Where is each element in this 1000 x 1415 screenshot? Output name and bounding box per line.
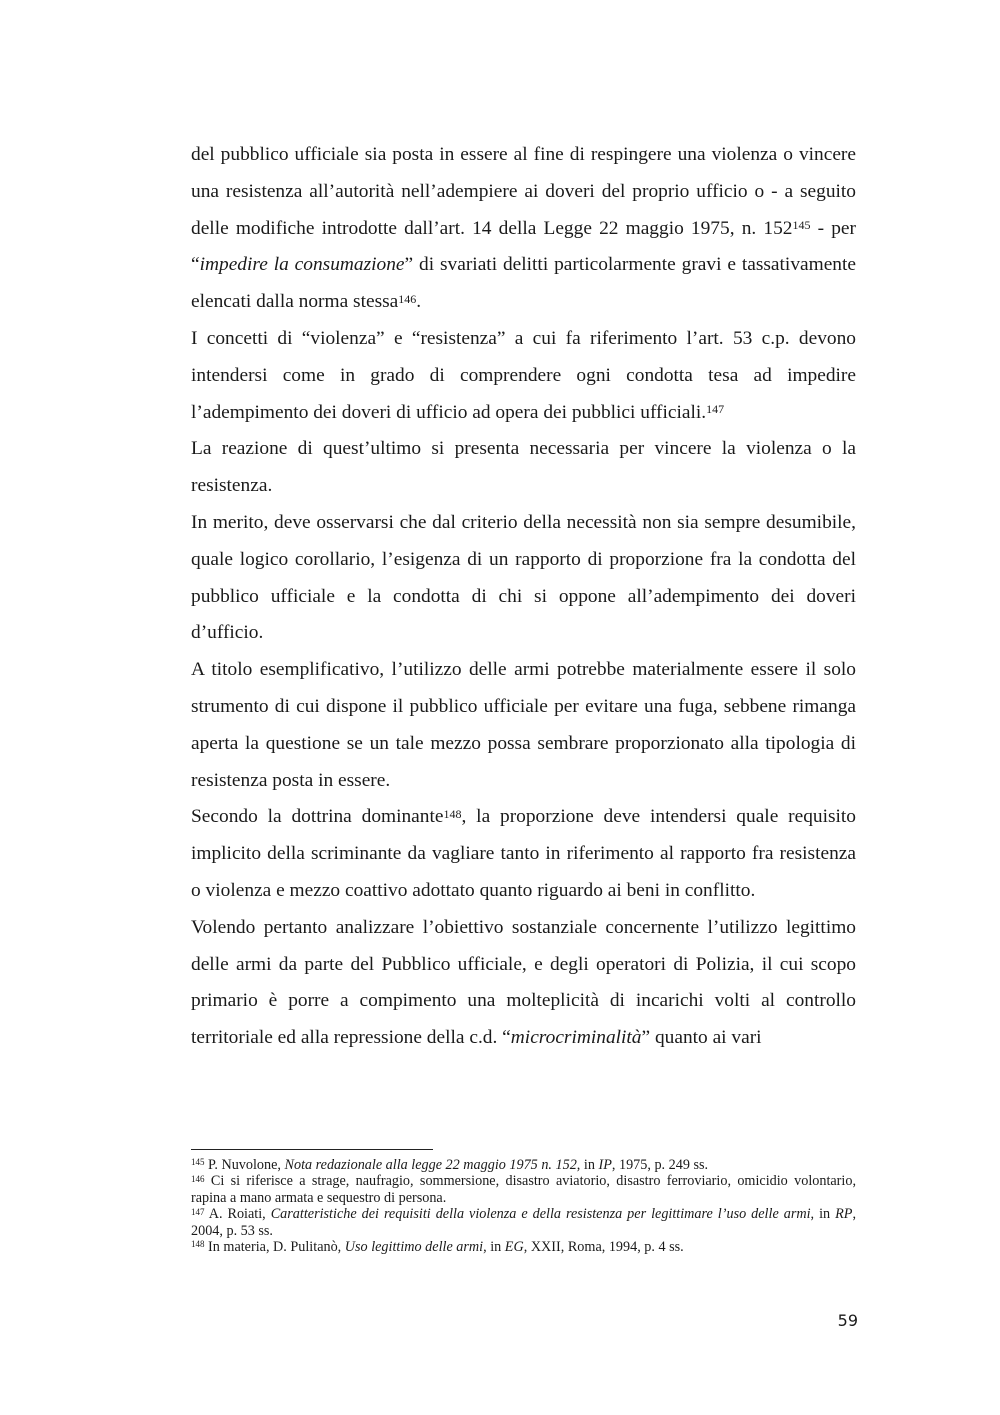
paragraph: A titolo esemplificativo, l’utilizzo delle armi potrebbe materialmente essere il solo strumento di cui dispone il pubblico ufficiale per evitare una fuga, sebbene rimanga aperta la questione se un tale mezzo possa sembrare proporzionato alla tipologia di resistenza posta in essere. <box>191 659 856 791</box>
footnote-number: 148 <box>191 1239 205 1250</box>
paragraph <box>191 799 856 909</box>
text-run: Ci si riferisce a strage, naufragio, sommersione, disastro aviatorio, disastro ferroviario, omicidio volontario, rapina a mano armata e sequestro di persona. <box>191 1173 856 1206</box>
body-text <box>191 137 856 1057</box>
text-run: Secondo la dottrina dominante <box>191 806 444 828</box>
text-run: , in <box>483 1239 505 1256</box>
footnote-ref[interactable]: 145 <box>792 218 811 233</box>
footnote <box>191 1157 856 1173</box>
italic-text: IP <box>598 1157 612 1173</box>
paragraph <box>191 321 856 431</box>
italic-text: Uso legittimo delle armi <box>344 1239 484 1256</box>
footnote-ref[interactable]: 146 <box>398 292 417 306</box>
text-run: , in <box>576 1157 599 1173</box>
text-run: , 2004, p. 53 ss. <box>191 1206 856 1239</box>
text-run: , XXII, Roma, 1994, p. 4 ss. <box>523 1239 684 1256</box>
italic-text: impedire la consumazione <box>199 254 405 276</box>
italic-text: microcriminalità <box>510 1027 642 1049</box>
paragraph: In merito, deve osservarsi che dal criterio della necessità non sia sempre desumibile, quale logico corollario, l’esigenza di un rapporto di proporzione fra la condotta del pubblico ufficiale e la condotta di chi si oppone all’adempimento dei doveri d’ufficio. <box>191 511 856 644</box>
text-run: del pubblico ufficiale sia posta in essere al fine di respingere una violenza o vincere una resistenza all’autorità nell’adempiere ai doveri del proprio ufficio o - a seguito delle modifiche introdotte dall’art. 14 della Legge 22 maggio 1975, n. 152 <box>191 144 856 239</box>
text-run: P. Nuvolone, <box>204 1157 285 1173</box>
footnote-number: 146 <box>191 1173 205 1184</box>
text-run: , in <box>810 1206 836 1223</box>
footnotes <box>191 1157 856 1255</box>
footnote-number: 145 <box>191 1157 205 1168</box>
paragraph: La reazione di quest’ultimo si presenta necessaria per vincere la violenza o la resistenza. <box>191 438 856 497</box>
page-number: 59 <box>837 1311 858 1330</box>
paragraph <box>191 910 856 1057</box>
italic-text: RP <box>835 1206 853 1223</box>
footnote <box>191 1239 856 1255</box>
footnote <box>191 1173 856 1206</box>
paragraph <box>191 137 856 321</box>
footnote-separator <box>191 1149 433 1150</box>
text-run: I concetti di “violenza” e “resistenza” a cui fa riferimento l’art. 53 c.p. devono intendersi come in grado di comprendere ogni condotta tesa ad impedire l’adempimento dei doveri di ufficio ad opera dei pubblici ufficiali. <box>191 327 856 423</box>
text-run: In materia, D. Pulitanò, <box>204 1239 345 1256</box>
text-run: ” quanto ai vari <box>641 1027 762 1049</box>
italic-text: EG <box>504 1239 524 1256</box>
text-run: - per “ <box>191 217 856 276</box>
text-run: . <box>416 291 422 313</box>
text-run: , 1975, p. 249 ss. <box>611 1157 709 1173</box>
italic-text: Nota redazionale alla legge 22 maggio 1975 n. 152 <box>284 1157 577 1173</box>
text-run: ” di svariati delitti particolarmente gravi e tassativamente elencati dalla norma stessa <box>191 254 856 313</box>
footnote-ref[interactable]: 148 <box>443 807 462 822</box>
text-run: , la proporzione deve intendersi quale requisito implicito della scriminante da vagliare tanto in riferimento al rapporto fra resistenza o violenza e mezzo coattivo adottato quanto riguardo ai beni in conflitto. <box>191 806 857 901</box>
footnote <box>191 1206 856 1239</box>
footnote-ref[interactable]: 147 <box>706 402 725 417</box>
footnote-number: 147 <box>191 1206 205 1217</box>
italic-text: Caratteristiche dei requisiti della violenza e della resistenza per legittimare l’uso delle armi <box>270 1206 811 1223</box>
text-run: A. Roiati, <box>204 1206 271 1223</box>
text-run: Volendo pertanto analizzare l’obiettivo sostanziale concernente l’utilizzo legittimo delle armi da parte del Pubblico ufficiale, e degli operatori di Polizia, il cui scopo primario è porre a compimento una molteplicità di incarichi volti al controllo territoriale ed alla repressione della c.d. “ <box>191 916 856 1049</box>
